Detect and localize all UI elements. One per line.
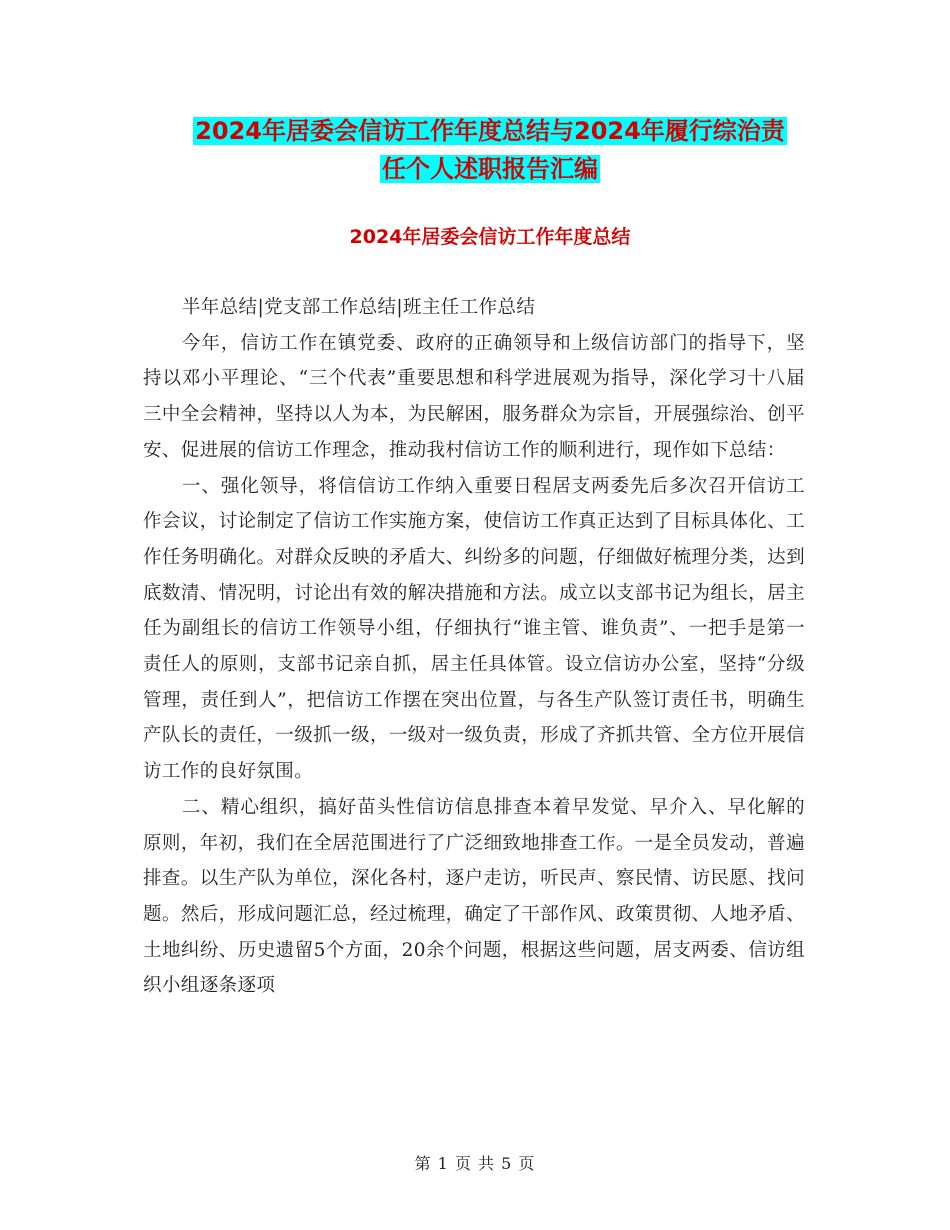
document-body	[143, 290, 805, 1004]
body-paragraph: 今年，信访工作在镇党委、政府的正确领导和上级信访部门的指导下，坚持以邓小平理论、“三个代表”重要思想和科学进展观为指导，深化学习十八届三中全会精神，坚持以人为本，为民解困，服务群众为宗旨，开展强综治、创平安、促进展的信访工作理念，推动我村信访工作的顺利进行，现作如下总结：	[143, 332, 805, 461]
body-paragraph: 一、强化领导，将信信访工作纳入重要日程居支两委先后多次召开信访工作会议，讨论制定了信访工作实施方案，使信访工作真正达到了目标具体化、工作任务明确化。对群众反映的矛盾大、纠纷多的问题，仔细做好梳理分类，达到底数清、情况明，讨论出有效的解决措施和方法。成立以支部书记为组长，居主任为副组长的信访工作领导小组，仔细执行“谁主管、谁负责”、一把手是第一责任人的原则，支部书记亲自抓，居主任具体管。设立信访办公室，坚持“分级管理，责任到人”，把信访工作摆在突出位置，与各生产队签订责任书，明确生产队长的责任，一级抓一级，一级对一级负责，形成了齐抓共管、全方位开展信访工作的良好氛围。	[143, 475, 805, 783]
document-title	[140, 112, 840, 188]
document-title-line-1: 2024年居委会信访工作年度总结与2024年履行综治责	[195, 117, 785, 145]
body-paragraph: 半年总结|党支部工作总结|班主任工作总结	[181, 297, 536, 318]
section-title: 2024年居委会信访工作年度总结	[349, 226, 631, 248]
body-paragraph: 二、精心组织，搞好苗头性信访信息排查本着早发觉、早介入、早化解的原则，年初，我们在全居范围进行了广泛细致地排查工作。一是全员发动，普遍排查。以生产队为单位，深化各村，逐户走访，听民声、察民情、访民愿、找问题。然后，形成问题汇总，经过梳理，确定了干部作风、政策贯彻、人地矛盾、土地纠纷、历史遗留5个方面，20余个问题，根据这些问题，居支两委、信访组织小组逐条逐项	[143, 796, 805, 997]
document-title-line-2: 任个人述职报告汇编	[382, 155, 598, 183]
page-footer: 第 1 页 共 5 页	[414, 1154, 536, 1173]
